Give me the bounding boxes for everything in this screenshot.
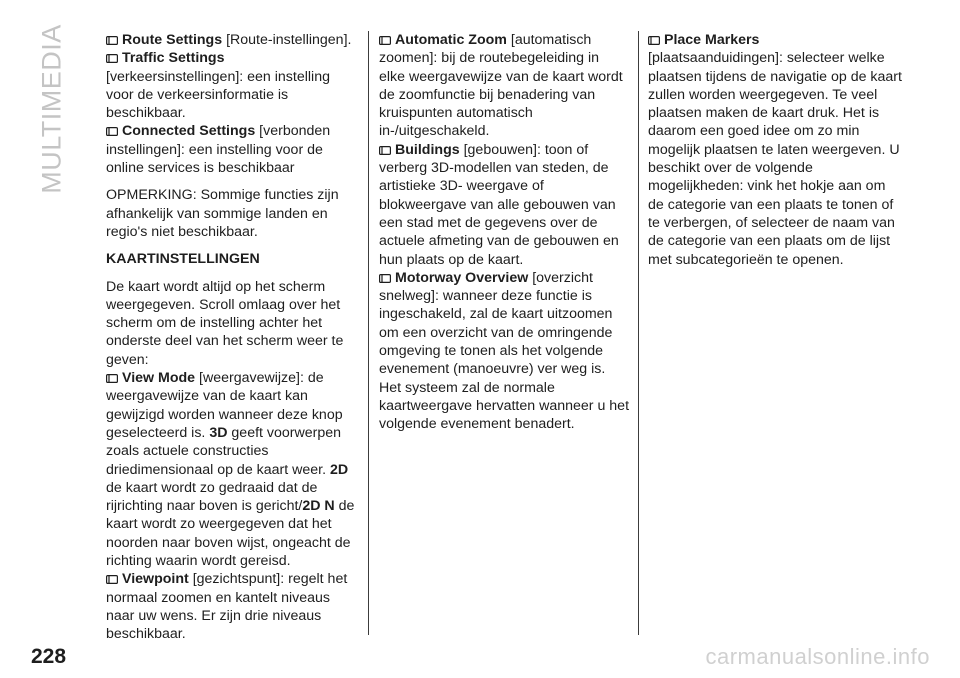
bullet-icon [106, 575, 118, 584]
bullet-icon [106, 54, 118, 63]
automatic-zoom-def: [automatisch zoomen]: bij de routebegeleiding in elke weergavewijze van de kaart wordt de zoomfunctie bij benadering van kruispunten automatisch in-/uitgeschakeld. [379, 32, 623, 140]
automatic-zoom-item [379, 31, 629, 141]
view-mode-def-2: geeft voorwerpen zoals actuele constructies driedimensionaal op de kaart weer. [106, 424, 342, 478]
place-markers-def: [plaatsaanduidingen]: selecteer welke plaatsen tijdens de navigatie op de kaart zullen worden weergegeven. Te veel plaatsen maken de kaart druk. Het is daarom een goed idee om zo min mogelijk plaatsen te laten weergeven. U beschikt over de volgende mogelijkheden: vink het hokje aan om de categorie van een plaats te tonen of te verbergen, of selecteer de naam van de categorie van een plaats om de lijst met subcategorieën te openen. [648, 50, 902, 268]
section-heading: KAARTINSTELLINGEN [106, 251, 260, 268]
motorway-overview-item [379, 269, 629, 434]
text-column-2 [379, 31, 629, 434]
connected-settings-def: [verbonden instellingen]: een instelling voor de online services is beschikbaar [106, 123, 331, 177]
view-mode-item [106, 369, 356, 570]
place-markers-term: Place Markers [664, 32, 760, 48]
bullet-icon [648, 36, 660, 45]
bullet-icon [106, 36, 118, 45]
buildings-term: Buildings [395, 141, 460, 158]
route-settings-def: [Route-instellingen]. [226, 32, 352, 48]
view-mode-term: View Mode [122, 370, 196, 387]
column-divider-1 [368, 31, 369, 635]
text-column-3 [648, 31, 903, 269]
motorway-overview-term: Motorway Overview [395, 269, 529, 286]
traffic-settings-def: [verkeersinstellingen]: een instelling voor de verkeersinformatie is beschikbaar. [106, 68, 330, 122]
watermark: carmanualsonline.info [705, 644, 930, 669]
connected-settings-item [106, 122, 356, 177]
bullet-icon [379, 36, 391, 45]
view-mode-2d: 2D [330, 461, 349, 478]
view-mode-def-3: de kaart wordt zo gedraaid dat de rijrichting naar boven is gericht/ [106, 479, 318, 515]
buildings-def: [gebouwen]: toon of verberg 3D-modellen van steden, de artistieke 3D- weergave of blokweergave van alle gebouwen van een stad met de gegevens over de actuele afmeting van de gebouwen en hun plaats op de kaart. [379, 141, 619, 268]
bullet-icon [106, 127, 118, 136]
column-divider-2 [638, 31, 639, 635]
traffic-settings-item [106, 49, 356, 122]
place-markers-item [648, 31, 903, 269]
connected-settings-term: Connected Settings [122, 123, 256, 140]
automatic-zoom-term: Automatic Zoom [395, 32, 507, 48]
view-mode-def-4: de kaart wordt zo weergegeven dat het noorden naar boven wijst, ongeacht de richting waarin wordt gereisd. [106, 498, 355, 570]
section-label-text: MULTIMEDIA [36, 23, 67, 194]
viewpoint-term: Viewpoint [122, 571, 189, 588]
motorway-overview-def: [overzicht snelweg]: wanneer deze functie is ingeschakeld, zal de kaart uitzoomen om een overzicht van de omringende omgeving te tonen als het volgende evenement (manoeuvre) ver weg is. Het systeem zal de normale kaartweergave hervatten wanneer u het volgende evenement benadert. [379, 269, 630, 433]
bullet-icon [379, 146, 391, 155]
buildings-item [379, 141, 629, 269]
route-settings-item [106, 31, 356, 49]
text-column-1 [106, 31, 356, 644]
viewpoint-def: [gezichtspunt]: regelt het normaal zoomen en kantelt niveaus naar uw wens. Er zijn drie niveaus beschikbaar. [106, 571, 348, 643]
bullet-icon [379, 274, 391, 283]
viewpoint-item [106, 570, 356, 643]
note-text: OPMERKING: Sommige functies zijn afhankelijk van sommige landen en regio's niet beschikbaar. [106, 187, 339, 240]
route-settings-term: Route Settings [122, 32, 223, 48]
intro-text: De kaart wordt altijd op het scherm weergegeven. Scroll omlaag over het scherm om de instelling achter het onderste deel van het scherm weer te geven: [106, 278, 344, 368]
view-mode-def-1: [weergavewijze]: de weergavewijze van de kaart kan gewijzigd worden wanneer deze knop geselecteerd is. [106, 370, 343, 441]
section-side-label [30, 23, 74, 194]
view-mode-3d: 3D [209, 424, 228, 441]
bullet-icon [106, 374, 118, 383]
page-number: 228 [31, 645, 67, 668]
view-mode-2dn: 2D N [302, 498, 335, 515]
traffic-settings-term: Traffic Settings [122, 50, 225, 67]
